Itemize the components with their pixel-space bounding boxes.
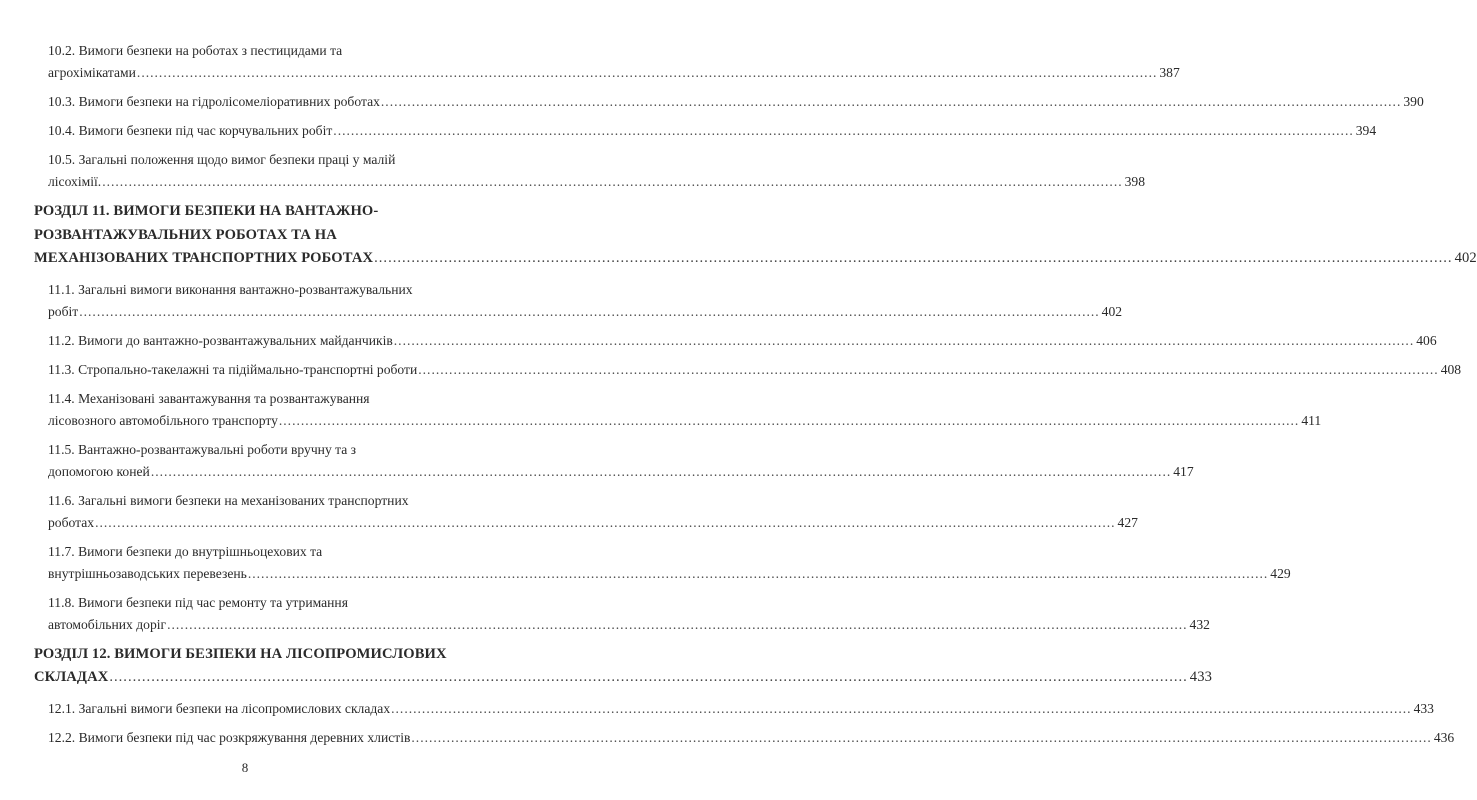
dot-leader — [102, 171, 1122, 193]
toc-entry-last-line — [48, 727, 1455, 749]
toc-entry-text: 11.1. Загальні вимоги виконання вантажно-розвантажувальних — [48, 281, 413, 297]
toc-entry — [34, 490, 1138, 534]
toc-entry-text: РОЗВАНТАЖУВАЛЬНИХ РОБОТАХ ТА НА — [34, 226, 337, 243]
toc-entry-text: роботах — [48, 514, 95, 530]
dot-leader — [394, 330, 1414, 352]
toc-entry — [34, 359, 1462, 381]
toc-entry-last-line — [48, 91, 1424, 113]
toc-entry-text: лісовозного автомобільного транспорту — [48, 412, 278, 428]
toc-entry-last-line — [48, 330, 1437, 352]
toc-entry-text: автомобільних доріг — [48, 616, 167, 632]
toc-entry — [34, 40, 1180, 84]
toc-section-heading — [34, 200, 1477, 271]
toc-page-number: 394 — [1355, 123, 1377, 138]
toc-entry-text: МЕХАНІЗОВАНИХ ТРАНСПОРТНИХ РОБОТАХ — [34, 250, 374, 266]
toc-entry-last-line — [34, 666, 1212, 690]
toc-page-number: 417 — [1173, 463, 1194, 479]
toc-page-number: 387 — [1159, 65, 1180, 80]
toc-entry — [34, 91, 1424, 113]
toc-entry-text: 12.2. Вимоги безпеки під час розкряжування деревних хлистів — [48, 729, 411, 745]
dot-leader — [333, 120, 1353, 142]
toc-entry — [34, 439, 1194, 483]
dot-leader — [418, 359, 1438, 381]
toc-entry-last-line — [48, 301, 1123, 323]
dot-leader — [79, 301, 1099, 323]
toc-page-number: 408 — [1440, 361, 1462, 377]
toc-page-number: 398 — [1124, 174, 1146, 189]
dot-leader — [411, 727, 1431, 749]
toc-entry — [34, 541, 1291, 585]
toc-entry-text: лісохімії. — [48, 174, 102, 189]
toc-entry-text: 11.4. Механізовані завантажування та розвантажування — [48, 390, 370, 406]
dot-leader — [248, 563, 1268, 585]
toc-entry-last-line — [48, 461, 1194, 483]
toc-page-number: 433 — [1413, 700, 1434, 716]
toc-entry-last-line — [48, 512, 1138, 534]
dot-leader — [391, 698, 1411, 720]
toc-section-heading — [34, 643, 1212, 690]
toc-entry-text: 12.1. Загальні вимоги безпеки на лісопромислових складах — [48, 700, 391, 716]
dot-leader — [109, 666, 1187, 690]
toc-entry-text: робіт — [48, 303, 79, 319]
toc-entry — [34, 698, 1434, 720]
dot-leader — [95, 512, 1115, 534]
toc-entry-text: 11.3. Стропально-такелажні та підіймально-транспортні роботи — [48, 361, 418, 377]
toc-entry-last-line — [48, 171, 1146, 193]
dot-leader — [151, 461, 1171, 483]
table-of-contents — [34, 40, 1477, 756]
page-number: 8 — [241, 760, 249, 775]
dot-leader — [374, 247, 1452, 271]
toc-entry-text: 10.2. Вимоги безпеки на роботах з пестицидами та — [48, 43, 343, 58]
toc-entry-last-line — [48, 62, 1180, 84]
toc-entry-last-line — [48, 410, 1322, 432]
toc-entry-text: агрохімікатами — [48, 65, 136, 80]
toc-page-number: 390 — [1403, 94, 1424, 109]
toc-entry-text: 10.4. Вимоги безпеки під час корчувальних робіт — [48, 123, 333, 138]
toc-entry-text: допомогою коней — [48, 463, 150, 479]
toc-page-number: 406 — [1416, 332, 1437, 348]
toc-entry-last-line — [48, 359, 1462, 381]
toc-page-number: 433 — [1189, 669, 1212, 685]
toc-entry-last-line — [48, 698, 1434, 720]
toc-entry-last-line — [48, 120, 1377, 142]
toc-page-number: 429 — [1270, 565, 1291, 581]
toc-entry-last-line — [34, 247, 1477, 271]
toc-entry-text: РОЗДІЛ 11. ВИМОГИ БЕЗПЕКИ НА ВАНТАЖНО- — [34, 203, 379, 219]
toc-entry — [34, 592, 1210, 636]
toc-entry — [34, 727, 1455, 749]
toc-entry — [34, 149, 1146, 193]
toc-page-number: 402 — [1454, 250, 1477, 266]
toc-entry-text: внутрішньозаводських перевезень — [48, 565, 247, 581]
toc-entry-last-line — [48, 563, 1291, 585]
toc-entry-text: 10.5. Загальні положення щодо вимог безпеки праці у малій — [48, 152, 396, 167]
toc-page-number: 436 — [1433, 729, 1455, 745]
toc-entry-text: 11.8. Вимоги безпеки під час ремонту та утримання — [48, 594, 348, 610]
toc-entry — [34, 120, 1377, 142]
toc-page-number: 411 — [1301, 412, 1322, 428]
toc-entry-text: 11.5. Вантажно-розвантажувальні роботи вручну та з — [48, 441, 357, 457]
toc-entry-text: СКЛАДАХ — [34, 669, 109, 685]
toc-entry-text: 11.7. Вимоги безпеки до внутрішньоцехових та — [48, 543, 323, 559]
toc-entry — [34, 330, 1437, 352]
dot-leader — [279, 410, 1299, 432]
toc-entry-text: 10.3. Вимоги безпеки на гідролісомеліоративних роботах — [48, 94, 380, 109]
toc-entry-text: 11.2. Вимоги до вантажно-розвантажувальних майданчиків — [48, 332, 393, 348]
dot-leader — [137, 62, 1157, 84]
toc-entry-text: 11.6. Загальні вимоги безпеки на механізованих транспортних — [48, 492, 409, 508]
toc-entry-last-line — [48, 614, 1210, 636]
toc-entry — [34, 279, 1123, 323]
toc-page-number: 402 — [1101, 303, 1123, 319]
toc-entry — [34, 388, 1322, 432]
toc-page-number: 427 — [1117, 514, 1138, 530]
toc-page-number: 432 — [1189, 616, 1210, 632]
dot-leader — [167, 614, 1187, 636]
toc-entry-text: РОЗДІЛ 12. ВИМОГИ БЕЗПЕКИ НА ЛІСОПРОМИСЛОВИХ — [34, 645, 447, 662]
dot-leader — [381, 91, 1401, 113]
